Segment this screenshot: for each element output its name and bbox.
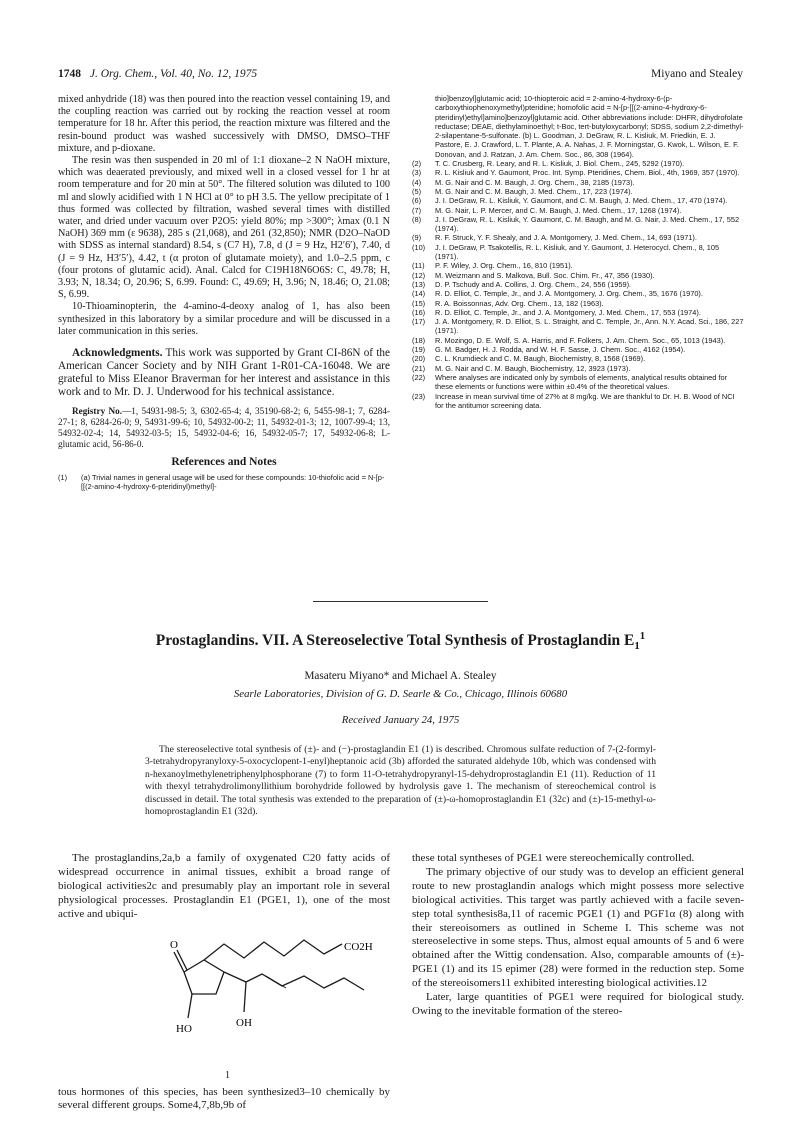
reference-number: (2) [412, 159, 422, 169]
reference-text: M. Weizmann and S. Malkova, Bull. Soc. Chim. Fr., 47, 356 (1930). [435, 270, 655, 280]
reference-item [412, 289, 744, 298]
reference-text: M. G. Nair and C. M. Baugh, J. Org. Chem., 38, 2185 (1973). [435, 177, 635, 187]
experimental-paragraph-3: 10-Thioaminopterin, the 4-amino-4-deoxy analog of 1, has also been synthesized in this laboratory by a similar procedure and will be discussed in a later communication in this series. [58, 301, 390, 337]
pge1-structure-drawing [58, 922, 390, 1086]
reference-number: (13) [412, 279, 426, 289]
reference-number: (18) [412, 335, 426, 345]
reference-number: (20) [412, 354, 426, 364]
reference-item [412, 308, 744, 317]
acknowledgments [58, 347, 390, 399]
running-head-authors: Miyano and Stealey [651, 68, 743, 80]
intro-paragraph-1: The prostaglandins,2a,b a family of oxygenated C20 fatty acids of widespread occurrence in animal tissues, exhibit a broad range of biological activities2c and presumably play an important role in several physiological processes. Prostaglandin E1 (PGE1, 1), one of the most active and ubiqui- [58, 852, 390, 920]
reference-text: J. A. Montgomery, R. D. Elliot, S. L. Straight, and C. Temple, Jr., Ann. N.Y. Acad. Sci., 186, 227 (1971). [435, 317, 744, 336]
acknowledgments-heading: Acknowledgments. [72, 347, 163, 360]
ring-hydroxyl-label: HO [176, 1022, 192, 1035]
references-list [412, 94, 744, 410]
intro-paragraph-2: tous hormones of this species, has been synthesized3–10 chemically by several different groups. Some4,7,8b,9b of [58, 1085, 390, 1112]
experimental-paragraph-1: mixed anhydride (18) was then poured into the reaction vessel containing 19, and the coupling reaction was carried out by rocking the reaction vessel at room temperature for 18 hr. After this period, the reaction mixture was filtered and the resin-bound product was washed successively with DMSO, DMSO–THF mixture, and p-dioxane. [58, 94, 390, 154]
article-title: Prostaglandins. VII. A Stereoselective Total Synthesis of Prostaglandin $E_1^1$ [155, 629, 646, 653]
reference-item [412, 196, 744, 205]
reference-item [412, 392, 744, 411]
reference-item [412, 299, 744, 308]
left-column-top [58, 94, 390, 492]
reference-item [412, 364, 744, 373]
reference-item [412, 336, 744, 345]
structure-number-label: 1 [225, 1069, 230, 1081]
reference-item [412, 215, 744, 234]
received-date: Received January 24, 1975 [341, 714, 460, 726]
reference-text: thio]benzoyl]glutamic acid; 10-thiopteroic acid = 2-amino-4-hydroxy-6-(p-carboxythiophenoxymethyl)pteridine; homofolic acid = N-[p-[[(2-amino-4-hydroxy-6-pteridinyl)ethyl]amino]benzoyl]glutamic acid. Other abbreviations include: DHFR, dihydrofolate reductase; DEAE, diethylaminoethyl; t-Boc, tert-butyloxycarbonyl; SDSS, sodium 2,2-dimethyl-2-silapentane-5-sulfonate. (b) L. Goodman, J. DeGraw, R. L. Kisliuk, M. Friedkin, E. J. Pastore, E. J. Crawford, L. T. Plante, A. A. Nahas, J. F. Morningstar, G. Kwok, L. Wilson, E. F. Donovan, and J. Ratzan, J. Am. Chem. Soc., 86, 308 (1964). [435, 94, 744, 159]
journal-citation: J. Org. Chem., Vol. 40, No. 12, 1975 [89, 68, 258, 80]
body-right-column [412, 852, 744, 1019]
reference-number: (4) [412, 177, 422, 187]
reference-text: J. I. DeGraw, R. L. Kisliuk, Y. Gaumont, C. M. Baugh, and M. G. Nair, J. Med. Chem., 17, 552 (1974). [435, 214, 740, 234]
intro-paragraph-5: Later, large quantities of PGE1 were required for biological study. Owing to the inevitable formation of the stereo- [412, 991, 744, 1017]
ketone-o-label: O [170, 938, 178, 951]
reference-text: M. G. Nair and C. M. Baugh, Biochemistry, 12, 3923 (1973). [435, 363, 631, 373]
registry-text: —1, 54931-98-5; 3, 6302-65-4; 4, 35190-68-2; 6, 5455-98-1; 7, 6284-27-1; 8, 6284-26-0; 9, 54931-99-6; 10, 54932-00-2; 11, 54932-01-3; 12, 1007-99-4; 13, 54932-02-4; 14, 54932-03-5; 15, 54932-04-6; 16, 54932-05-7; 17, 54932-06-8; L-glutamic acid, 56-86-0. [58, 406, 390, 450]
reference-item [412, 168, 744, 177]
reference-number: (9) [412, 233, 422, 243]
reference-text: R. Mozingo, D. E. Wolf, S. A. Harris, and F. Folkers, J. Am. Chem. Soc., 65, 1013 (1943). [435, 335, 726, 345]
reference-item [58, 473, 390, 492]
chain-hydroxyl-label: OH [236, 1016, 252, 1029]
reference-number: (1) [58, 473, 68, 483]
reference-item [412, 159, 744, 168]
reference-text: Where analyses are indicated only by symbols of elements, analytical results obtained for these elements or functions were within ±0.4% of the theoretical values. [435, 372, 728, 392]
reference-number: (5) [412, 186, 422, 196]
reference-text: M. G. Nair and C. M. Baugh, J. Med. Chem., 17, 223 (1974). [435, 186, 633, 196]
registry-numbers [58, 406, 390, 450]
reference-item [412, 373, 744, 392]
acknowledgments-text: This work was supported by Grant CI-86N of the American Cancer Society and by NIH Grant 1-R01-CA-16048. We are grateful to Miss Eleanor Braverman for her interest and assistance in this work and to Mr. D. J. Underwood for his technical assistance. [58, 347, 390, 399]
reference-number: (19) [412, 345, 426, 355]
reference-text: G. M. Badger, H. J. Rodda, and W. H. F. Sasse, J. Chem. Soc., 4162 (1954). [435, 345, 686, 355]
abstract: The stereoselective total synthesis of (±)- and (−)-prostaglandin E1 (1) is described. Chromous sulfate reduction of 7-(2-formyl-3-tetrahydropyranyloxy-5-oxocyclopent-1-enyl)heptanoic acid (3b) afforded the saturated aldehyde 10b, which was condensed with n-hexanoylmethylenetriphenylphosphorane (7) to form 11-O-tetrahydropyranyl-15-dehydroprostaglandin E1 (11). Reduction of 11 with thexyl tetrahydrolimonyllithium borohydride followed by hydrolysis gave 1. The mechanism of stereochemical control is discussed in detail. The total synthesis was extended to the preparation of (±)-ω-homoprostaglandin E1 (32c) and (±)-15-methyl-ω-homoprostaglandin E1 (32d). [145, 744, 656, 818]
reference-item [412, 271, 744, 280]
registry-heading: Registry No. [72, 406, 123, 417]
page-number: 1748 [58, 68, 81, 80]
reference-number: (14) [412, 289, 426, 299]
reference-item [412, 243, 744, 262]
article-authors: Masateru Miyano* and Michael A. Stealey [304, 670, 497, 682]
reference-number: (17) [412, 317, 426, 327]
reference-item [412, 233, 744, 242]
reference-text: D. P. Tschudy and A. Collins, J. Org. Chem., 24, 556 (1959). [435, 279, 632, 289]
reference-item [412, 345, 744, 354]
reference-item [412, 206, 744, 215]
reference-text: C. L. Krumdieck and C. M. Baugh, Biochemistry, 8, 1568 (1969). [435, 354, 646, 364]
intro-paragraph-3: these total syntheses of PGE1 were stereochemically controlled. [412, 852, 695, 864]
reference-item [412, 178, 744, 187]
running-head-left [58, 68, 257, 80]
article-affiliation: Searle Laboratories, Division of G. D. Searle & Co., Chicago, Illinois 60680 [233, 688, 568, 700]
reference-number: (22) [412, 372, 426, 382]
reference-number: (23) [412, 391, 426, 401]
reference-number: (21) [412, 363, 426, 373]
reference-item [412, 94, 744, 159]
reference-item [412, 354, 744, 363]
reference-text: R. D. Elliot, C. Temple, Jr., and J. A. Montgomery, J. Med. Chem., 17, 553 (1974). [435, 307, 701, 317]
reference-number: (11) [412, 261, 425, 271]
references-heading: References and Notes [171, 456, 277, 469]
article-divider [313, 601, 488, 602]
reference-number: (6) [412, 196, 422, 206]
reference-number: (8) [412, 214, 422, 224]
reference-number: (10) [412, 242, 426, 252]
reference-text: T. C. Crusberg, R. Leary, and R. L. Kisliuk, J. Biol. Chem., 245, 5292 (1970). [435, 159, 685, 169]
reference-text: M. G. Nair, L. P. Mercer, and C. M. Baugh, J. Med. Chem., 17, 1268 (1974). [435, 205, 682, 215]
reference-text: R. D. Elliot, C. Temple, Jr., and J. A. Montgomery, J. Org. Chem., 35, 1676 (1970). [435, 289, 703, 299]
reference-text: R. A. Boissonnas, Adv. Org. Chem., 13, 182 (1963). [435, 298, 604, 308]
reference-text: R. F. Struck, Y. F. Shealy, and J. A. Montgomery, J. Med. Chem., 14, 693 (1971). [435, 233, 697, 243]
reference-text: P. F. Wiley, J. Org. Chem., 16, 810 (1951). [435, 261, 573, 271]
reference-text: (a) Trivial names in general usage will be used for these compounds: 10-thiofolic acid = N-[p-[[(2-amino-4-hydroxy-6-pteridinyl)methyl]- [81, 473, 385, 492]
running-head [58, 68, 743, 84]
pge1-structure-figure [58, 922, 390, 1086]
body-left-column [58, 852, 390, 1113]
reference-item [412, 261, 744, 270]
reference-number: (7) [412, 205, 422, 215]
reference-number: (3) [412, 168, 422, 178]
reference-item [412, 280, 744, 289]
carboxyl-label: CO2H [344, 940, 373, 953]
intro-paragraph-4: The primary objective of our study was to develop an efficient general route to new prostaglandin analogs which might possess more selective biological activities. This target was partly achieved with a facile seven-step total synthesis8a,11 of racemic PGE1 (1) and PGF1α (8) along with their stereoisomers as outlined in Scheme I. This scheme was not stereoselective in some steps. Thus, almost equal amounts of 5 and 6 were obtained after the Wittig condensation. Also, comparable amounts of (±)-PGE1 (1) and its 15 epimer (28) were formed in the reduction step. Some of the stereoisomers11 exhibited interesting biological activities.12 [412, 865, 744, 990]
reference-number: (15) [412, 298, 426, 308]
reference-number: (16) [412, 307, 426, 317]
reference-item [412, 187, 744, 196]
reference-text: J. I. DeGraw, R. L. Kisliuk, Y. Gaumont, and C. M. Baugh, J. Med. Chem., 17, 470 (1974). [435, 196, 728, 206]
reference-text: R. L. Kisliuk and Y. Gaumont, Proc. Int. Symp. Pteridines, Chem. Biol., 4th, 1969, 357 (1970). [435, 168, 740, 178]
reference-number: (12) [412, 270, 426, 280]
experimental-paragraph-2: The resin was then suspended in 20 ml of 1:1 dioxane–2 N NaOH mixture, which was deaerated previously, and mixed well in a closed vessel for 1 hr at room temperature and for 20 min at 50°. The filtered solution was diluted to 100 ml and slowly acidified with 1 N HCl at 0° to pH 3.5. The yellow precipitate of 1 thus formed was collected by filtration, washed several times with distilled water, and dried under vacuum over P2O5: yield 80%; mp >300°; λmax (0.1 N NaOH) 369 mm (ε 9638), 285 s (21,068), and 261 (32,850); NMR (D2O–NaOD with SDSS as internal standard) 8.54, s (C7 H), 7.8, d (J = 9 Hz, H2′6′), 7.40, d (J = 9 Hz, H3′5′), 4.42, t (α proton of glutamate moiety), and 1.0–2.5 ppm, c (four protons of glutamic acid). Anal. Calcd for C19H18N6O6S: C, 49.78; H, 3.93; N, 18.34; O, 20.96; S, 6.99. Found: C, 49.69; H, 3.96; N, 18.46; O, 21.08; S, 6.99. [58, 155, 390, 301]
reference-item [412, 317, 744, 336]
reference-text: J. I. DeGraw, P. Tsakotellis, R. L. Kisliuk, and Y. Gaumont, J. Heterocycl. Chem., 8, 105 (1971). [435, 242, 720, 262]
reference-text: Increase in mean survival time of 27% at 8 mg/kg. We are thankful to Dr. H. B. Wood of NCI for the antitumor screening data. [435, 391, 735, 410]
